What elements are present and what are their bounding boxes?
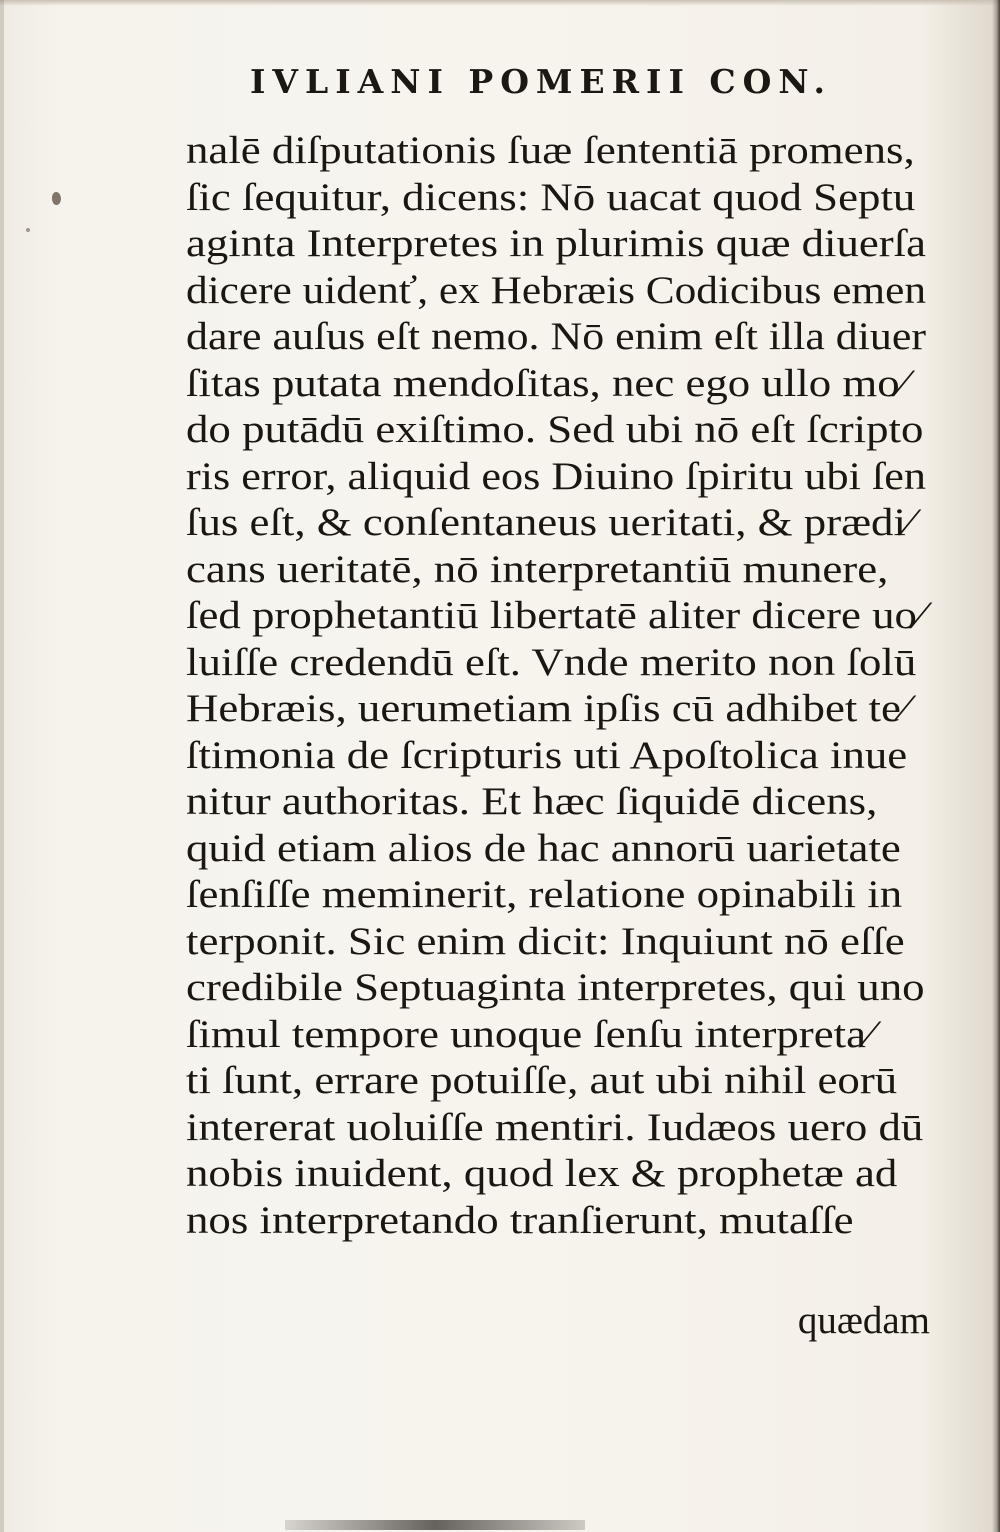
running-head: IVLIANI POMERII CON.	[250, 62, 832, 101]
text-line: ſitas putata mendoſitas, nec ego ullo mo⁄	[186, 361, 908, 405]
ink-speck-mark	[26, 228, 30, 232]
text-line: quid etiam alios de hac annorū uarietate	[186, 826, 901, 870]
text-line: intererat uoluiſſe mentiri. Iudæos uero dū	[186, 1105, 924, 1149]
text-line: credibile Septuaginta interpretes, qui uno	[186, 966, 925, 1009]
text-line: ſenſiſſe meminerit, relatione opinabili in	[186, 873, 903, 916]
text-line: Hebræis, uerumetiam ipſis cū adhibet te⁄	[186, 687, 909, 730]
page-bottom-mark	[285, 1520, 585, 1530]
text-line: do putādū exiſtimo. Sed ubi nō eſt ſcripto	[186, 408, 924, 451]
text-line: ſic ſequitur, dicens: Nō uacat quod Septu	[186, 175, 916, 219]
text-line: ti ſunt, errare potuiſſe, aut ubi nihil eorū	[186, 1059, 898, 1102]
page-top-edge	[0, 0, 1000, 6]
text-line: nitur authoritas. Et hæc ſiquidē dicens,	[186, 780, 878, 823]
text-line: ris error, aliquid eos Diuino ſpiritu ubi ſen	[186, 454, 926, 498]
text-line: ſus eſt, & conſentaneus ueritati, & prædi⁄	[186, 501, 914, 544]
text-line: ſtimonia de ſcripturis uti Apoſtolica inue	[186, 733, 908, 777]
text-line: terponit. Sic enim dicit: Inquiunt nō eſſe	[186, 919, 905, 963]
text-line: nalē diſputationis ſuæ ſententiā promens,	[186, 129, 915, 172]
catchword: quædam	[797, 1299, 930, 1342]
page-gutter-shadow	[992, 0, 1000, 1532]
body-text	[186, 128, 946, 1368]
text-line: ſed prophetantiū libertatē aliter dicere uo⁄	[186, 594, 925, 637]
text-line: ſimul tempore unoque ſenſu interpreta⁄	[186, 1012, 874, 1056]
text-line: luiſſe credendū eſt. Vnde merito non ſolū	[186, 640, 917, 684]
text-line: cans ueritatē, nō interpretantiū munere,	[186, 547, 889, 591]
text-line: aginta Interpretes in plurimis quæ diuerſa	[186, 222, 926, 265]
text-line: nobis inuident, quod lex & prophetæ ad	[186, 1152, 898, 1195]
ink-blot-mark	[52, 192, 61, 205]
text-line: dicere uidenť, ex Hebræis Codicibus emen	[186, 268, 926, 312]
page-left-edge	[0, 0, 4, 1532]
text-line: dare auſus eſt nemo. Nō enim eſt illa diuer	[186, 315, 926, 358]
text-line: nos interpretando tranſierunt, mutaſſe	[186, 1198, 854, 1242]
